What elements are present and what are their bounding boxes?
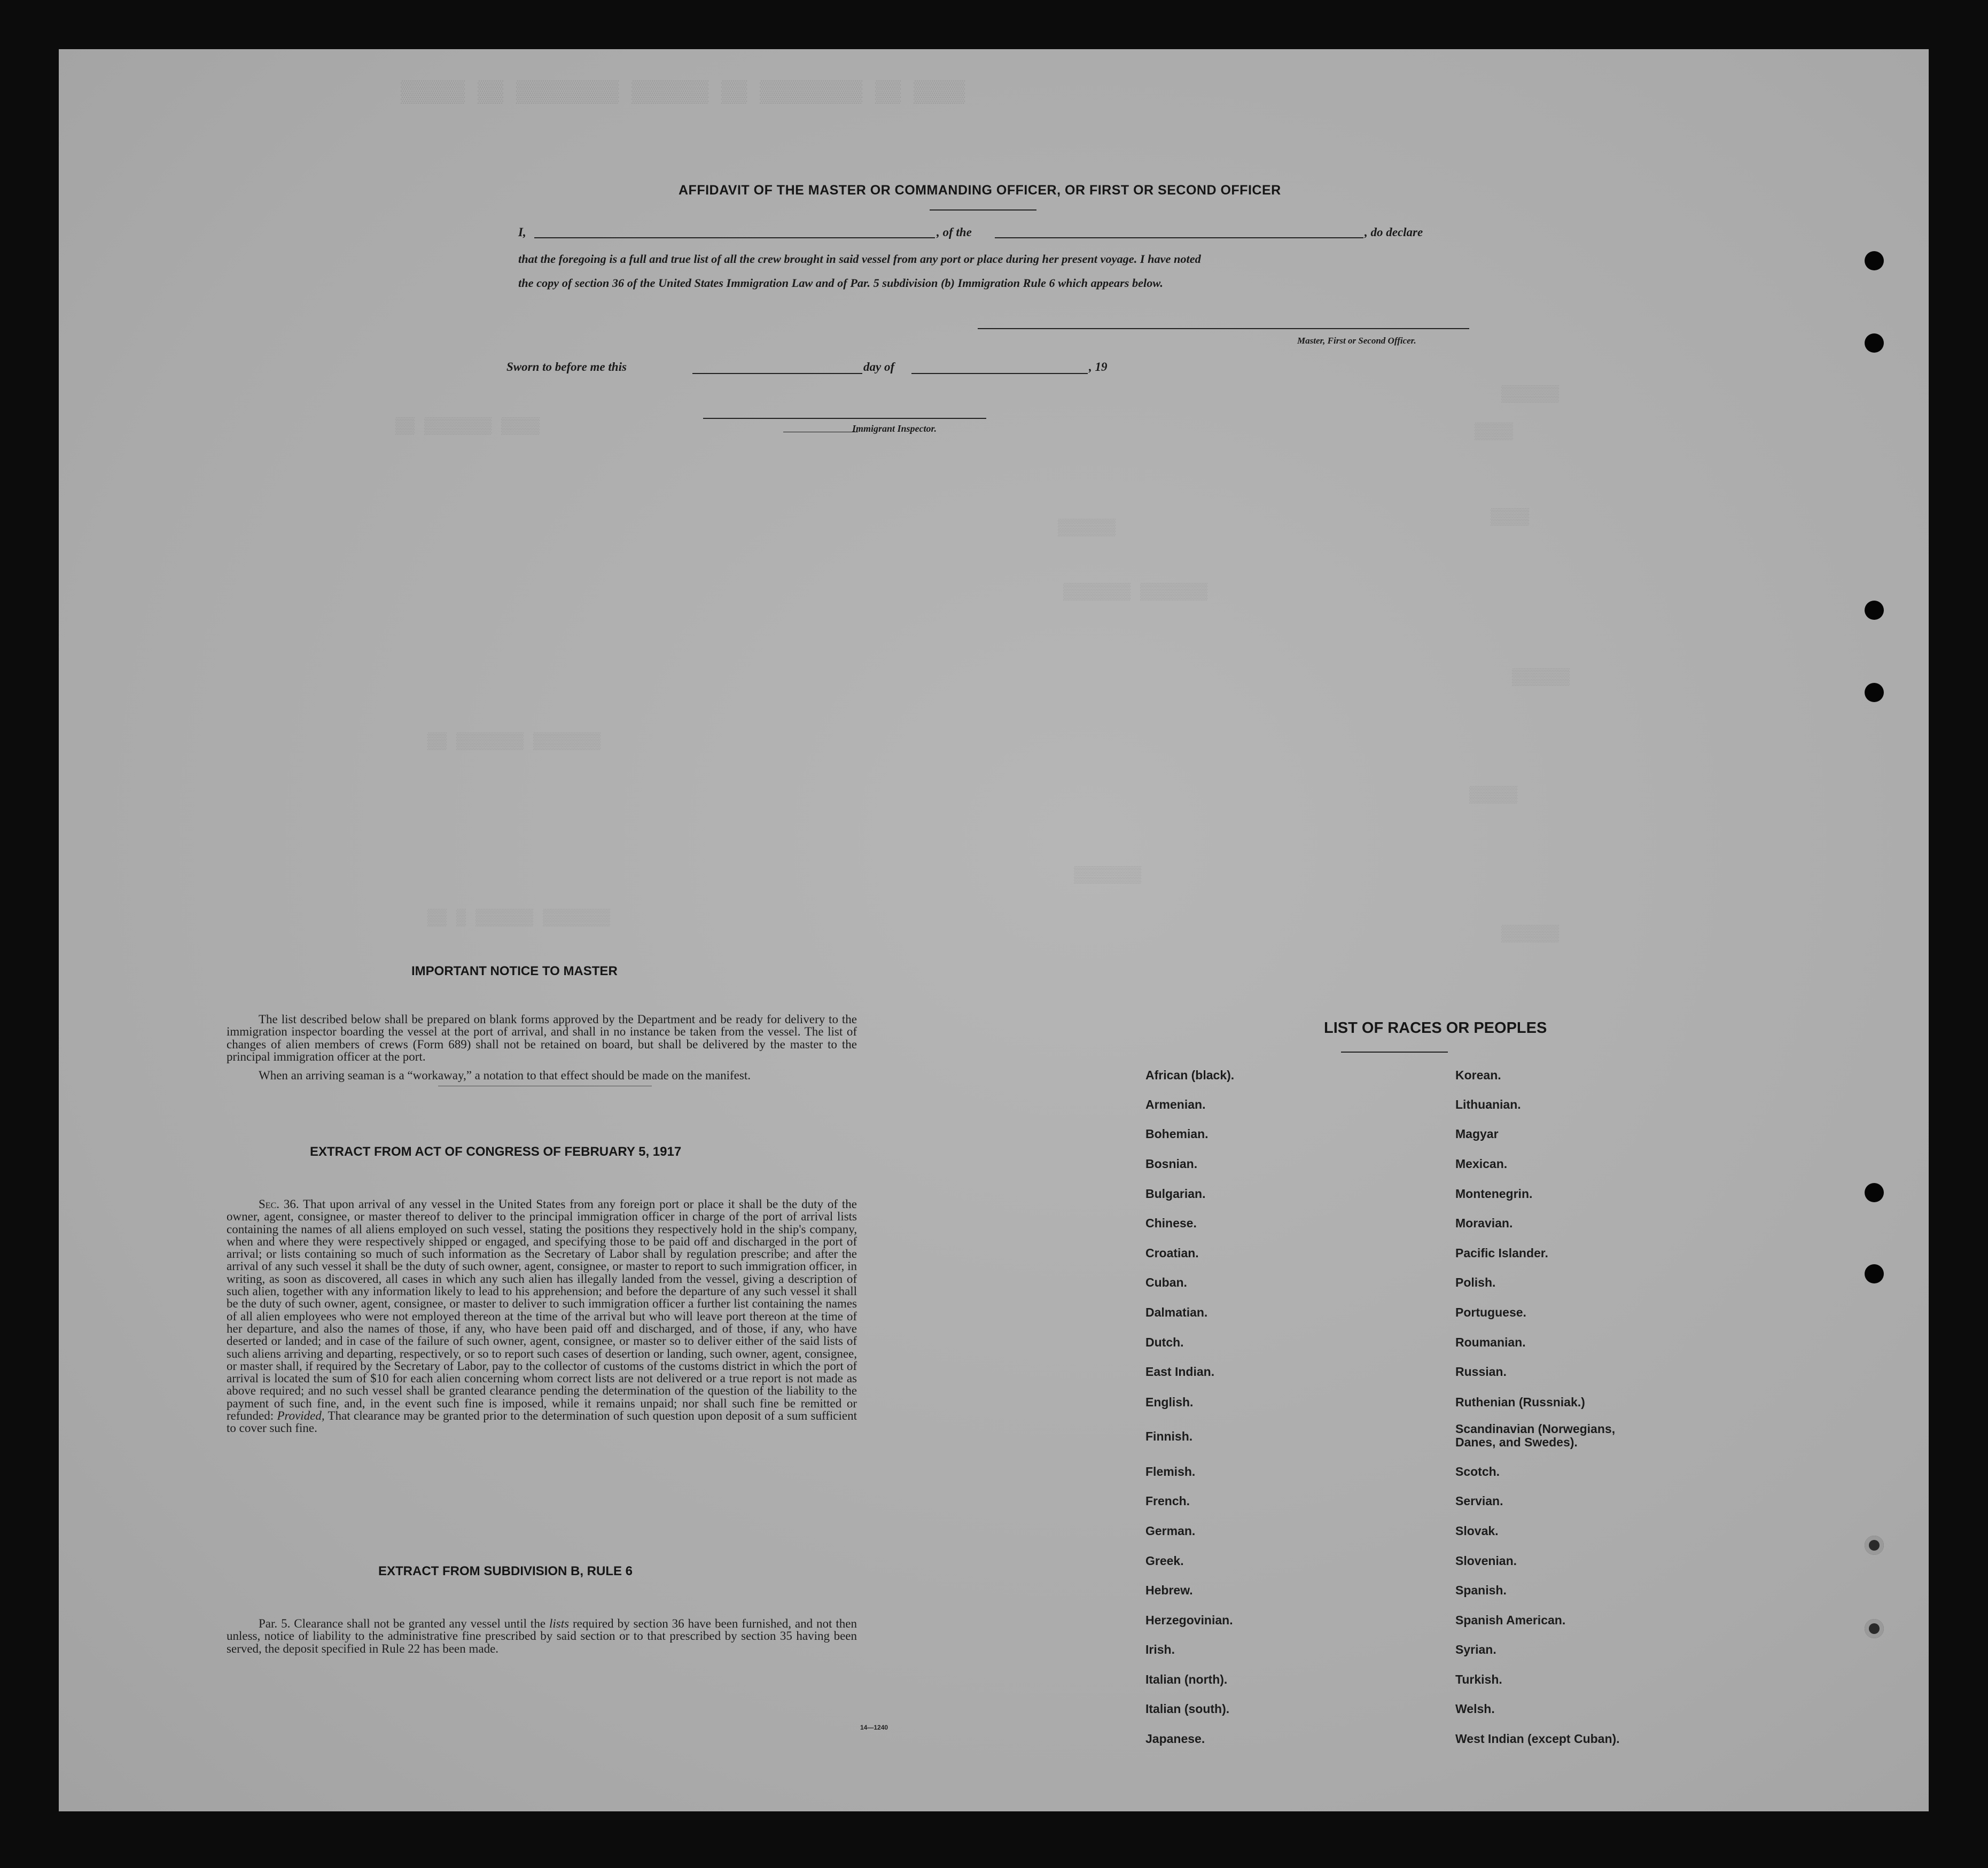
- notice-paragraph-2: When an arriving seaman is a “workaway,” a notation to that effect should be made on the manifest.: [259, 1069, 751, 1083]
- notice-title: IMPORTANT NOTICE TO MASTER: [411, 964, 618, 978]
- i-label: I,: [518, 225, 526, 239]
- race-item: Roumanian.: [1455, 1335, 1526, 1349]
- races-divider: [1341, 1052, 1448, 1053]
- race-item: Portuguese.: [1455, 1305, 1526, 1319]
- race-item: Flemish.: [1145, 1465, 1196, 1478]
- affidavit-title: AFFIDAVIT OF THE MASTER OR COMMANDING OFFICER, OR FIRST OR SECOND OFFICER: [679, 183, 1281, 198]
- day-of-label: day of: [863, 360, 895, 373]
- race-item: French.: [1145, 1494, 1190, 1508]
- race-item: Chinese.: [1145, 1216, 1197, 1230]
- rule6-text-end: required by section 36 have been furnished, and not then unless, notice of liability to the administrative fine prescribed by said section or to that prescribed by section 35 having been served, the deposit specified in Rule 22 has been made.: [227, 1617, 857, 1655]
- race-item: Japanese.: [1145, 1732, 1205, 1746]
- act-section-label: Sec. 36.: [259, 1197, 299, 1211]
- race-item: Armenian.: [1145, 1098, 1206, 1111]
- of-the-label: , of the: [937, 225, 972, 239]
- sworn-label: Sworn to before me this: [506, 360, 627, 373]
- act-text-end: That clearance may be granted prior to the determination of such question upon deposit of a sum sufficient to cover such fine.: [227, 1409, 857, 1435]
- vessel-blank-line[interactable]: [995, 237, 1363, 238]
- notice-paragraph-1: The list described below shall be prepared on blank forms approved by the Department and be ready for delivery to the immigration inspector boarding the vessel at the port of arrival, and shall in no instance be taken from the vessel. The list of changes of alien members of crews (Form 689) shall not be retained on board, but shall be delivered by the master to the principal immigration officer at the port.: [227, 1013, 857, 1063]
- race-item: Irish.: [1145, 1643, 1175, 1656]
- race-item: Turkish.: [1455, 1672, 1502, 1686]
- act-body: [227, 1198, 857, 1435]
- race-item: Spanish.: [1455, 1583, 1507, 1597]
- races-title: LIST OF RACES OR PEOPLES: [1324, 1019, 1547, 1037]
- race-item: Herzegovinian.: [1145, 1613, 1233, 1627]
- rule6-text: Par. 5. Clearance shall not be granted any vessel until the: [259, 1617, 546, 1630]
- act-paragraph: [227, 1198, 857, 1435]
- race-item: Ruthenian (Russniak.): [1455, 1395, 1585, 1409]
- race-item: Cuban.: [1145, 1275, 1187, 1289]
- race-item: Pacific Islander.: [1455, 1246, 1548, 1260]
- affidavit-line-2: that the foregoing is a full and true list of all the crew brought in said vessel from any port or place during her present voyage. I have noted: [518, 252, 1201, 266]
- race-item: Slovak.: [1455, 1524, 1499, 1538]
- rule6-lists-label: lists: [549, 1617, 570, 1630]
- rule6-paragraph: [227, 1617, 857, 1655]
- affidavit-line-3: the copy of section 36 of the United States Immigration Law and of Par. 5 subdivision (b) Immigration Rule 6 which appears below.: [518, 276, 1164, 290]
- race-item: German.: [1145, 1524, 1196, 1538]
- rule6-title: EXTRACT FROM SUBDIVISION B, RULE 6: [378, 1564, 633, 1578]
- master-label: Master, First or Second Officer.: [1297, 336, 1416, 346]
- inspector-signature-line[interactable]: [703, 418, 986, 419]
- title-divider: [930, 209, 1036, 211]
- race-item: Hebrew.: [1145, 1583, 1193, 1597]
- name-blank-line[interactable]: [534, 237, 935, 238]
- rule6-body: [227, 1617, 857, 1655]
- punch-hole-icon: [1865, 1264, 1884, 1283]
- race-item: Greek.: [1145, 1554, 1184, 1568]
- document-sheet: ▒▒▒▒▒ ▒▒ ▒▒▒▒▒▒▒▒ ▒▒▒▒▒▒ ▒▒ ▒▒▒▒▒▒▒▒ ▒▒ ▒▒▒▒ ▒▒▒▒▒▒ ▒▒▒▒ ▒▒▒▒ ▒▒▒▒▒▒ ▒▒▒▒▒▒▒ ▒▒▒▒▒▒▒ ▒▒▒▒▒▒ ▒▒▒▒▒ ▒▒▒▒▒▒▒ ▒▒▒▒▒▒ ▒▒ ▒▒▒▒▒▒▒ ▒▒▒▒ ▒▒ ▒▒▒▒▒▒▒ ▒▒▒▒▒▒▒ ▒▒ ▒ ▒▒▒▒▒▒ ▒▒▒▒▒▒▒ AFFIDAVIT OF THE MASTER OR COMMANDING OFFICER, OR FIRST OR SECOND OFFICER I, , of the , do declare that the foregoing is a full and true list of all the crew brought in said vessel from any port or place during her present voyage. I have noted the copy of section 36 of the United States Immigration Law and of Par. 5 subdivision (b) Immigration Rule 6 which appears below. Master, First or Second Officer. Sworn to before me this day of , 19 Immigrant Inspector. IMPORTANT NOTICE TO MASTER The list described below shall be prepared on blank forms approved by the Department and be ready for delivery to the immigration inspector boarding the vessel at the port of arrival, and shall in no instance be taken from the vessel. The list of changes of alien members of crews (Form 689) shall not be retained on board, but shall be delivered by the master to the principal immigration officer at the port. When an arriving seaman is a “workaway,” a notation to that effect should be made on the manifest. EXTRACT FROM ACT OF CONGRESS OF FEBRUARY 5, 1917 Sec. 36. That upon arrival of any vessel in the United States from any foreign port or place it shall be the duty of the owner, agent, consignee, or master thereof to deliver to the principal immigration officer in charge of the port of arrival lists containing the names of all aliens employed on such vessel, stating the positions they respectively hold in the ship's company, when and where they were respectively shipped or engaged, and specifying those to be paid off and discharged in the port of arrival; or lists containing so much of such information as the Secretary of Labor shall by regulation prescribe; and after the arrival of any such vessel it shall be the duty of such owner, agent, consignee, or master to report to such immigration officer, in writing, as soon as discovered, all cases in which any such alien has illegally landed from the vessel, giving a description of such alien, together with any information likely to lead to his apprehension; and before the departure of any such vessel it shall be the duty of such owner, agent, consignee, or master to deliver to such immigration officer a further list containing the names of all alien employees who were not employed thereon at the time of the arrival but who will leave port thereon at the time of her departure, and also the names of those, if any, who have been paid off and discharged, and of those, if any, who have deserted or landed; and in case of the failure of such owner, agent, consignee, or master so to deliver either of the said lists of such aliens arriving and departing, respectively, or so to report such cases of desertion or landing, such owner, agent, consignee, or master shall, if required by the Secretary of Labor, pay to the collector of customs of the customs district in which the port of arrival is located the sum of $10 for each alien concerning whom correct lists are not delivered or a true report is not made as above required; and no such vessel shall be granted clearance pending the determination of the question of the liability to the payment of such fine, and, in the event such fine is imposed, while it remains unpaid; nor shall such fine be remitted or refunded: Provided, That clearance may be granted prior to the determination of such question upon deposit of a sum sufficient to cover such fine. EXTRACT FROM SUBDIVISION B, RULE 6 Par. 5. Clearance shall not be granted any vessel until the lists required by section 36 have been furnished, and not then unless, notice of liability to the administrative fine prescribed by said section or to that prescribed by section 35 having been served, the deposit specified in Rule 22 has been made. 14—1240 LIST OF RACES OR PEOPLES African (black). Armenian. Bohemian. Bosnian. Bulgarian. Chinese. Croatian. Cuban. Dalmatian. Dutch. East Indian. English. Finnish. Flemish. French. German. Greek. Hebrew. Herzegovinian. Irish. Italian (north). Italian (south). Japanese. Korean. Lithuanian. Magyar Mexican. Montenegrin. Moravian. Pacific Islander. Polish. Portuguese. Roumanian. Russian. Ruthenian (Russniak.) Scandinavian (Norwegians, Danes, and Swedes). Scotch. Servian. Slovak. Slovenian. Spanish. Spanish American. Syrian. Turkish. Welsh. West Indian (except Cuban).: [59, 49, 1929, 1811]
- race-item: Slovenian.: [1455, 1554, 1517, 1568]
- race-item: African (black).: [1145, 1068, 1235, 1082]
- act-provided-label: Provided,: [277, 1409, 325, 1423]
- act-text: That upon arrival of any vessel in the United States from any foreign port or place it shall be the duty of the owner, agent, consignee, or master thereof to deliver to the principal immigration officer in charge of the port of arrival lists containing the names of all aliens employed on such vessel, stating the positions they respectively hold in the ship's company, when and where they were respectively shipped or engaged, and specifying those to be paid off and discharged in the port of arrival; or lists containing so much of such information as the Secretary of Labor shall by regulation prescribe; and after the arrival of any such vessel it shall be the duty of such owner, agent, consignee, or master to report to such immigration officer, in writing, as soon as discovered, all cases in which any such alien has illegally landed from the vessel, giving a description of such alien, together with any information likely to lead to his apprehension; and before the departure of any such vessel it shall be the duty of such owner, agent, consignee, or master to deliver to such immigration officer a further list containing the names of all alien employees who were not employed thereon at the time of the arrival but who will leave port thereon at the time of her departure, and also the names of those, if any, who have been paid off and discharged, and of those, if any, who have deserted or landed; and in case of the failure of such owner, agent, consignee, or master so to deliver either of the said lists of such aliens arriving and departing, respectively, or so to report such cases of desertion or landing, such owner, agent, consignee, or master shall, if required by the Secretary of Labor, pay to the collector of customs of the customs district in which the port of arrival is located the sum of $10 for each alien concerning whom correct lists are not delivered or a true report is not made as above required; and no such vessel shall be granted clearance pending the determination of the question of the liability to the payment of such fine, and, in the event such fine is imposed, while it remains unpaid; nor shall such fine be remitted or refunded:: [227, 1197, 857, 1423]
- punch-hole-icon: [1865, 1619, 1884, 1638]
- race-item: Polish.: [1455, 1275, 1496, 1289]
- race-item: Finnish.: [1145, 1429, 1193, 1443]
- race-item: Welsh.: [1455, 1702, 1495, 1716]
- form-number: 14—1240: [860, 1724, 888, 1731]
- declare-label: , do declare: [1365, 225, 1423, 239]
- race-item: Dutch.: [1145, 1335, 1184, 1349]
- punch-hole-icon: [1865, 1536, 1884, 1555]
- act-title: EXTRACT FROM ACT OF CONGRESS OF FEBRUARY 5, 1917: [310, 1145, 682, 1159]
- sworn-day-blank-line[interactable]: [692, 373, 862, 374]
- race-item: Croatian.: [1145, 1246, 1199, 1260]
- punch-hole-icon: [1865, 683, 1884, 702]
- punch-hole-icon: [1865, 333, 1884, 353]
- race-item: Scotch.: [1455, 1465, 1500, 1478]
- race-item: Bohemian.: [1145, 1127, 1209, 1141]
- punch-hole-icon: [1865, 601, 1884, 620]
- race-item: English.: [1145, 1395, 1194, 1409]
- race-item: Lithuanian.: [1455, 1098, 1521, 1111]
- sworn-month-blank-line[interactable]: [911, 373, 1088, 374]
- inspector-label: Immigrant Inspector.: [852, 423, 937, 434]
- race-item: East Indian.: [1145, 1365, 1215, 1379]
- race-item: West Indian (except Cuban).: [1455, 1732, 1620, 1746]
- race-item: Spanish American.: [1455, 1613, 1566, 1627]
- race-item: Scandinavian (Norwegians, Danes, and Swedes).: [1455, 1422, 1616, 1449]
- race-item: Servian.: [1455, 1494, 1503, 1508]
- affidavit-line-1: [518, 225, 526, 239]
- race-item: Italian (north).: [1145, 1672, 1228, 1686]
- notice-body: [227, 1013, 857, 1081]
- race-item: Magyar: [1455, 1127, 1499, 1141]
- punch-hole-icon: [1865, 1183, 1884, 1202]
- race-item: Russian.: [1455, 1365, 1507, 1379]
- race-item: Italian (south).: [1145, 1702, 1230, 1716]
- race-item: Mexican.: [1455, 1157, 1508, 1171]
- race-item: Syrian.: [1455, 1643, 1496, 1656]
- race-item: Dalmatian.: [1145, 1305, 1208, 1319]
- punch-hole-icon: [1865, 251, 1884, 270]
- master-signature-line[interactable]: [978, 328, 1469, 329]
- race-item: Bosnian.: [1145, 1157, 1198, 1171]
- race-item: Moravian.: [1455, 1216, 1513, 1230]
- race-item: Montenegrin.: [1455, 1187, 1533, 1201]
- race-item: Korean.: [1455, 1068, 1501, 1082]
- race-item: Bulgarian.: [1145, 1187, 1206, 1201]
- year-label: , 19: [1089, 360, 1108, 373]
